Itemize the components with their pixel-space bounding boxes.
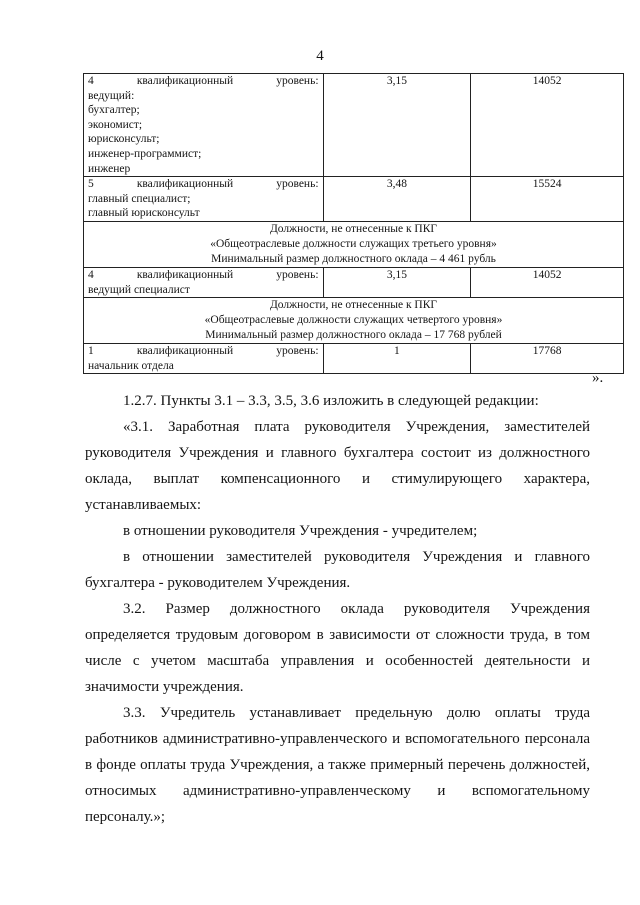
salary-cell: 14052 [471, 74, 624, 177]
salary-table-body [84, 74, 624, 374]
table-row [84, 344, 624, 374]
position-name: бухгалтер; [88, 104, 140, 117]
table-group-row [84, 221, 624, 267]
coefficient-cell: 1 [323, 344, 471, 374]
position-name: ведущий: [88, 89, 135, 102]
salary-cell: 15524 [471, 177, 624, 222]
table-closing-quote: ». [592, 370, 604, 386]
qualification-level-label: 4 квалификационный уровень: [88, 75, 319, 87]
salary-cell: 14052 [471, 267, 624, 297]
position-name: экономист; [88, 118, 143, 131]
group-header-line: Минимальный размер должностного оклада – 17 768 рублей [205, 329, 502, 342]
coefficient-cell: 3,15 [323, 267, 471, 297]
body-paragraph: в отношении руководителя Учреждения - учредителем; [123, 523, 478, 539]
position-cell [84, 267, 324, 297]
body-paragraph: 1.2.7. Пункты 3.1 – 3.3, 3.5, 3.6 изложить в следующей редакции: [123, 393, 539, 409]
coefficient-cell: 3,48 [323, 177, 471, 222]
qualification-level-label: 4 квалификационный уровень: [88, 268, 319, 281]
group-header-line: Должности, не отнесенные к ПКГ [269, 222, 438, 235]
body-paragraph: в отношении заместителей руководителя Учреждения и главного бухгалтера - руководителем Учреждения. [85, 549, 590, 591]
position-cell [84, 344, 324, 374]
position-name: главный юрисконсульт [88, 207, 200, 220]
table-row [84, 267, 624, 297]
table-row [84, 74, 624, 177]
position-name: начальник отдела [88, 359, 174, 372]
table-row [84, 177, 624, 222]
position-name: инженер [88, 162, 131, 175]
group-header-line: Должности, не отнесенные к ПКГ [269, 299, 438, 312]
qualification-level-label: 5 квалификационный уровень: [88, 178, 319, 191]
group-header-line: Минимальный размер должностного оклада – 4 461 рубль [211, 252, 496, 265]
group-header-line: «Общеотраслевые должности служащих третьего уровня» [210, 237, 497, 250]
page-number: 4 [316, 48, 324, 64]
coefficient-cell: 3,15 [323, 74, 471, 177]
body-paragraph: 3.2. Размер должностного оклада руководителя Учреждения определяется трудовым договором в зависимости от сложности труда, в том числе с учетом масштаба управления и особенностей деятельности и значимости учреждения. [85, 601, 590, 695]
group-header-line: «Общеотраслевые должности служащих четвертого уровня» [204, 314, 503, 327]
body-paragraph: «3.1. Заработная плата руководителя Учреждения, заместителей руководителя Учреждения и главного бухгалтера состоит из должностного оклада, выплат компенсационного и стимулирующего характера, устанавливаемых: [85, 419, 590, 513]
group-header-cell [84, 298, 624, 344]
document-body [85, 388, 590, 830]
position-name: главный специалист; [88, 192, 191, 205]
position-name: инженер-программист; [88, 147, 202, 160]
group-header-cell [84, 221, 624, 267]
salary-cell: 17768 [471, 344, 624, 374]
position-cell [84, 74, 324, 177]
position-cell [84, 177, 324, 222]
salary-table [83, 73, 624, 374]
position-name: юрисконсульт; [88, 133, 160, 146]
qualification-level-label: 1 квалификационный уровень: [88, 345, 319, 358]
body-paragraph: 3.3. Учредитель устанавливает предельную долю оплаты труда работников административно-управленческого и вспомогательного персонала в фонде оплаты труда Учреждения, а также примерный перечень должностей, относимых административно-управленческому и вспомогательному персоналу.»; [85, 705, 590, 825]
position-name: ведущий специалист [88, 283, 190, 296]
table-group-row [84, 298, 624, 344]
